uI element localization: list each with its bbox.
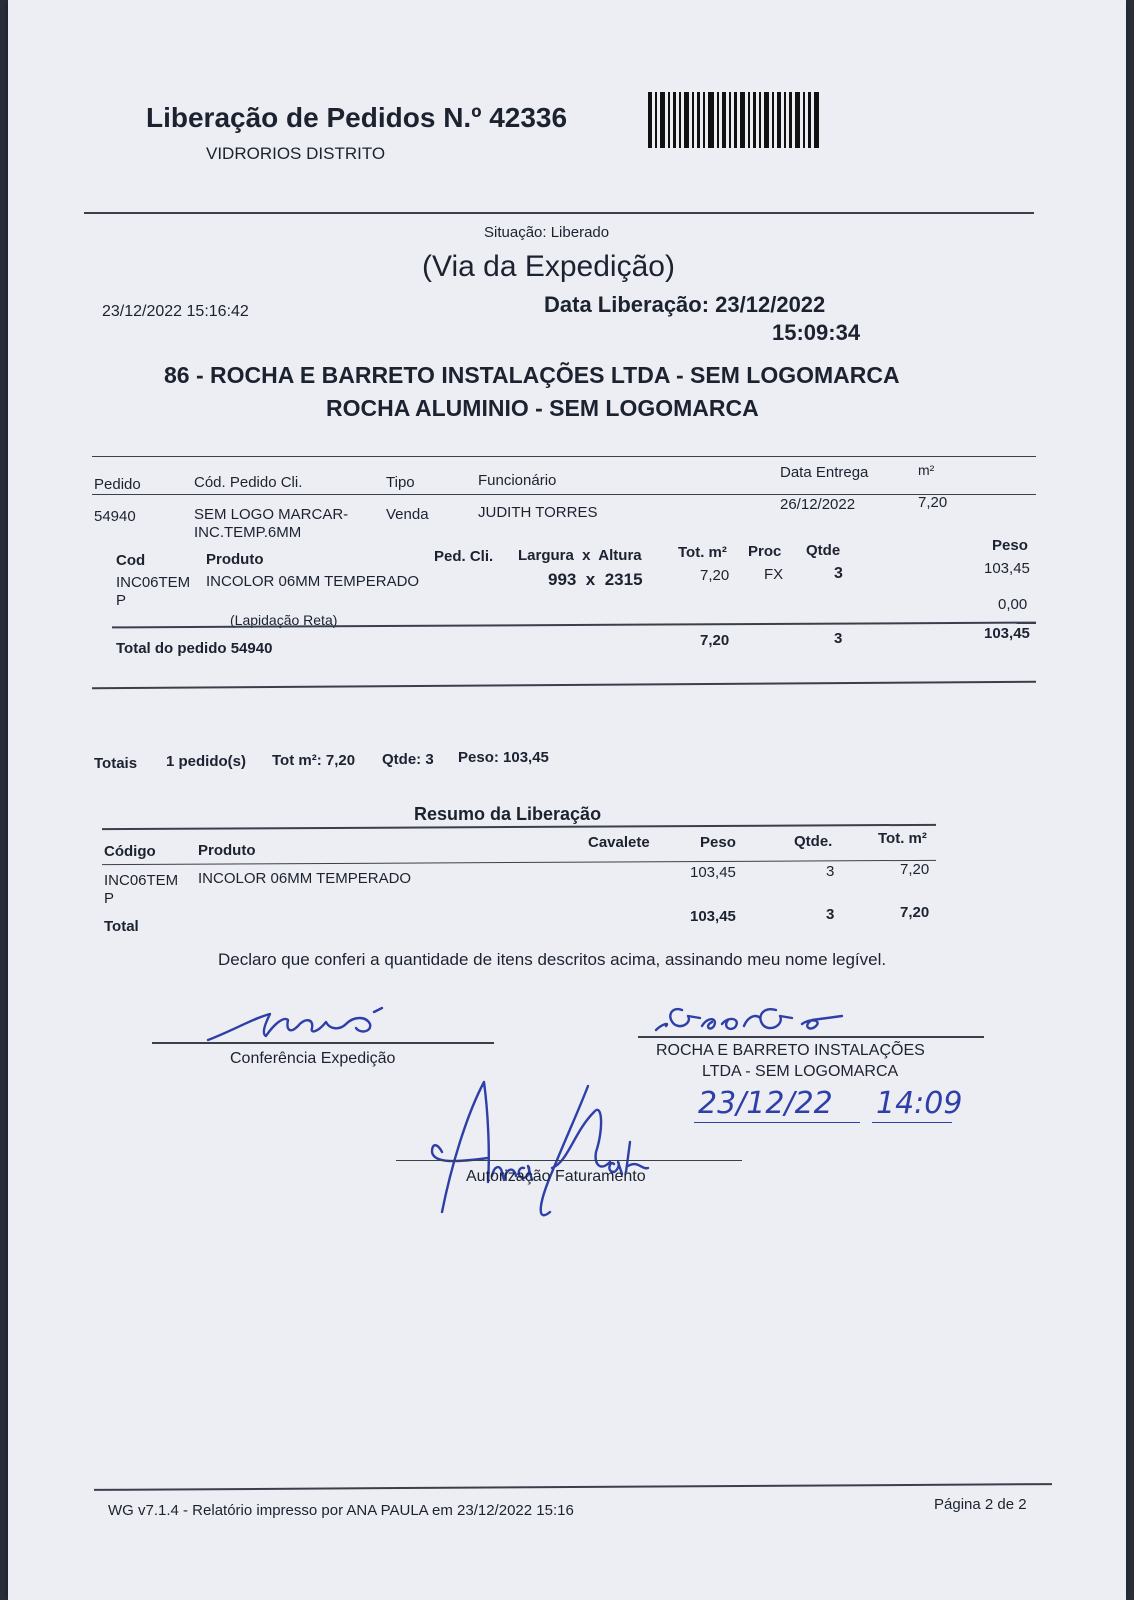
status-text: Situação: Liberado bbox=[484, 224, 610, 241]
client-signature bbox=[652, 996, 852, 1040]
item-tot-m2: 7,20 bbox=[700, 567, 730, 584]
item-code: INC06TEM bbox=[116, 574, 191, 591]
handwritten-date: 23/12/22 bbox=[698, 1086, 833, 1121]
totals-peso: Peso: 103,45 bbox=[458, 749, 549, 766]
summary-title: Resumo da Liberação bbox=[414, 804, 602, 824]
header-divider bbox=[84, 212, 1034, 214]
order-total-peso: 103,45 bbox=[984, 625, 1030, 642]
client-order-code-cont: INC.TEMP.6MM bbox=[194, 524, 302, 541]
col-tot-m2: Tot. m² bbox=[678, 544, 727, 561]
col-data-entrega: Data Entrega bbox=[780, 464, 869, 481]
totals-label: Totais bbox=[94, 755, 138, 772]
col-cod: Cod bbox=[116, 552, 146, 569]
billing-signature-label: Autorização Faturamento bbox=[466, 1168, 646, 1185]
summary-col-codigo: Código bbox=[104, 843, 156, 860]
billing-signature bbox=[428, 1072, 658, 1222]
barcode-icon bbox=[648, 92, 820, 148]
footer-line bbox=[94, 1483, 1052, 1491]
client-signature-label-1: ROCHA E BARRETO INSTALAÇÕES bbox=[656, 1042, 925, 1059]
col-funcionario: Funcionário bbox=[478, 472, 557, 489]
summary-code: INC06TEM bbox=[104, 872, 179, 889]
order-total-label: Total do pedido 54940 bbox=[116, 640, 273, 657]
order-number: 54940 bbox=[94, 508, 136, 525]
summary-col-qtde: Qtde. bbox=[794, 833, 833, 850]
col-cod-pedido-cli: Cód. Pedido Cli. bbox=[194, 474, 303, 491]
handwritten-time-underline bbox=[872, 1122, 952, 1123]
summary-col-produto: Produto bbox=[198, 842, 256, 859]
summary-code-cont: P bbox=[104, 890, 115, 907]
summary-peso: 103,45 bbox=[690, 864, 736, 881]
printed-timestamp: 23/12/2022 15:16:42 bbox=[102, 303, 249, 320]
totals-orders: 1 pedido(s) bbox=[166, 753, 247, 770]
billing-signature-line bbox=[396, 1160, 742, 1161]
company-name: VIDRORIOS DISTRITO bbox=[206, 144, 386, 163]
item-product: INCOLOR 06MM TEMPERADO bbox=[206, 573, 420, 590]
totals-qtde: Qtde: 3 bbox=[382, 751, 434, 768]
summary-total-label: Total bbox=[104, 918, 139, 935]
client-signature-label-2: LTDA - SEM LOGOMARCA bbox=[702, 1063, 899, 1080]
client-signature-line bbox=[638, 1036, 984, 1038]
delivery-date: 26/12/2022 bbox=[780, 496, 856, 513]
item-qtde: 3 bbox=[834, 565, 843, 582]
item-dimensions: 993 x 2315 bbox=[548, 570, 643, 589]
col-tipo: Tipo bbox=[386, 474, 415, 491]
summary-tot-m2: 7,20 bbox=[900, 861, 930, 878]
totals-m2: Tot m²: 7,20 bbox=[272, 752, 356, 769]
release-time: 15:09:34 bbox=[772, 320, 861, 345]
client-name: 86 - ROCHA E BARRETO INSTALAÇÕES LTDA - SEM LOGOMARCA bbox=[164, 362, 900, 388]
col-produto: Produto bbox=[206, 551, 264, 568]
handwritten-date-underline bbox=[694, 1122, 860, 1123]
summary-product: INCOLOR 06MM TEMPERADO bbox=[198, 870, 412, 887]
item-peso: 103,45 bbox=[984, 560, 1030, 577]
order-table-header-line bbox=[92, 494, 1036, 495]
summary-total-qtde: 3 bbox=[826, 906, 835, 923]
col-ped-cli: Ped. Cli. bbox=[434, 548, 494, 565]
item-proc: FX bbox=[764, 566, 784, 583]
col-m2: m² bbox=[918, 462, 935, 478]
order-total-m2: 7,20 bbox=[700, 632, 730, 649]
summary-total-peso: 103,45 bbox=[690, 908, 736, 925]
col-pedido: Pedido bbox=[94, 476, 141, 493]
order-total-qtde: 3 bbox=[834, 630, 843, 647]
order-table-top-line bbox=[92, 456, 1036, 457]
col-qtde: Qtde bbox=[806, 542, 841, 559]
document-title: Liberação de Pedidos N.º 42336 bbox=[146, 102, 568, 133]
col-proc: Proc bbox=[748, 543, 782, 560]
item-finishing: (Lapidação Reta) bbox=[230, 612, 338, 628]
order-type: Venda bbox=[386, 506, 429, 523]
summary-col-cavalete: Cavalete bbox=[588, 834, 650, 851]
col-peso: Peso bbox=[992, 537, 1028, 554]
summary-col-tot-m2: Tot. m² bbox=[878, 830, 927, 847]
expedition-signature-label: Conferência Expedição bbox=[230, 1050, 396, 1067]
expedition-signature-line bbox=[152, 1042, 494, 1044]
handwritten-time: 14:09 bbox=[876, 1086, 963, 1121]
summary-header-line bbox=[102, 860, 936, 865]
release-date: Data Liberação: 23/12/2022 bbox=[544, 292, 826, 317]
summary-qtde: 3 bbox=[826, 863, 835, 880]
document-page bbox=[8, 0, 1126, 1600]
item-code-cont: P bbox=[116, 592, 127, 609]
col-largura-altura: Largura x Altura bbox=[518, 547, 642, 564]
client-order-code: SEM LOGO MARCAR- bbox=[194, 506, 349, 523]
declaration-text: Declaro que conferi a quantidade de itens descritos acima, assinando meu nome legível. bbox=[218, 950, 887, 969]
employee: JUDITH TORRES bbox=[478, 504, 598, 521]
order-m2: 7,20 bbox=[918, 494, 948, 511]
order-section-end-line bbox=[92, 681, 1036, 690]
summary-col-peso: Peso bbox=[700, 834, 736, 851]
item-finishing-peso: 0,00 bbox=[998, 596, 1028, 613]
via-label: (Via da Expedição) bbox=[422, 250, 675, 283]
client-trade-name: ROCHA ALUMINIO - SEM LOGOMARCA bbox=[326, 395, 759, 421]
footer-page-number: Página 2 de 2 bbox=[934, 1496, 1027, 1513]
footer-print-info: WG v7.1.4 - Relatório impresso por ANA PAULA em 23/12/2022 15:16 bbox=[108, 1502, 574, 1519]
summary-total-m2: 7,20 bbox=[900, 904, 930, 921]
